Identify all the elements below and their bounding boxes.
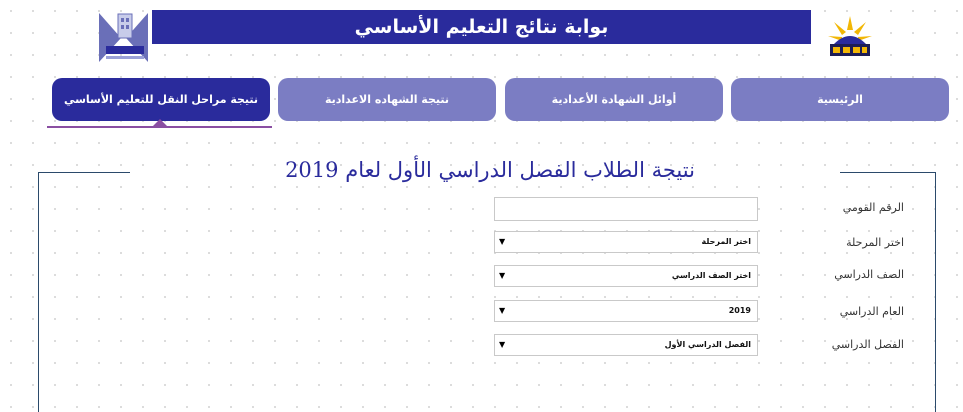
semester-label: الفصل الدراسي xyxy=(831,338,904,351)
chevron-down-icon: ▼ xyxy=(499,340,506,349)
form-title: نتيجة الطلاب الفصل الدراسي الأول لعام 2019 xyxy=(285,158,695,182)
semester-select[interactable] xyxy=(494,334,758,356)
national-id-label: الرقم القومي xyxy=(842,201,904,214)
tab-prep-top-students[interactable]: أوائل الشهادة الأعدادية xyxy=(505,78,723,121)
stage-select-value: اختر المرحلة xyxy=(701,237,751,246)
stage-label: اختر المرحلة xyxy=(846,236,904,249)
form-frame-right xyxy=(935,172,936,412)
grade-select-value: اختر الصف الدراسي xyxy=(671,271,751,280)
academic-year-label: العام الدراسي xyxy=(839,305,904,318)
tab-home[interactable]: الرئيسية xyxy=(731,78,949,121)
academic-year-select[interactable] xyxy=(494,300,758,322)
chevron-down-icon: ▼ xyxy=(499,306,506,315)
directorate-logo xyxy=(96,10,151,68)
stage-select[interactable] xyxy=(494,231,758,253)
tab-transfer-stages-result[interactable]: نتيجة مراحل النقل للتعليم الأساسي xyxy=(52,78,270,121)
chevron-down-icon: ▼ xyxy=(499,271,506,280)
form-frame-top-right xyxy=(840,172,935,173)
tab-prep-certificate-result[interactable]: نتيجة الشهاده الاعدادية xyxy=(278,78,496,121)
cairo-logo xyxy=(824,12,876,62)
national-id-input[interactable] xyxy=(494,197,758,221)
grade-label: الصف الدراسي xyxy=(834,268,904,281)
grade-select[interactable] xyxy=(494,265,758,287)
semester-select-value: الفصل الدراسي الأول xyxy=(664,340,751,349)
form-frame-left xyxy=(38,172,39,412)
chevron-down-icon: ▼ xyxy=(499,237,506,246)
active-tab-underline xyxy=(47,126,272,128)
form-frame-top-left xyxy=(38,172,130,173)
page-header-title: بوابة نتائج التعليم الأساسي xyxy=(152,10,811,44)
academic-year-select-value: 2019 xyxy=(728,306,751,315)
active-tab-indicator xyxy=(153,119,167,126)
